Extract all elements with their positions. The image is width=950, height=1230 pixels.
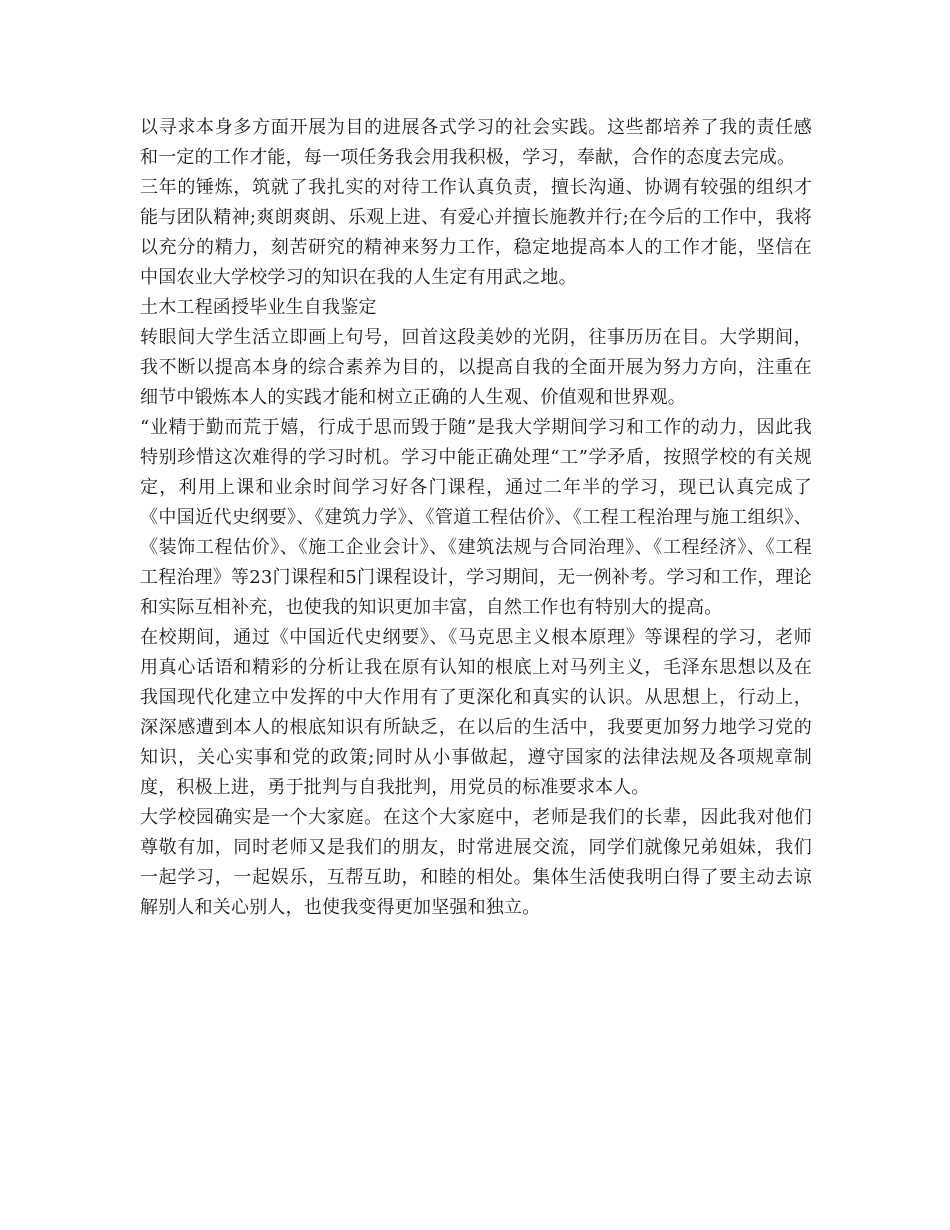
body-paragraph: 转眼间大学生活立即画上句号，回首这段美妙的光阴，往事历历在目。大学期间，我不断以提高本身的综合素养为目的，以提高自我的全面开展为努力方向，注重在细节中锻炼本人的实践才能和树立正确的人生观、价值观和世界观。 [140, 327, 812, 408]
body-paragraph: 以寻求本身多方面开展为目的进展各式学习的社会实践。这些都培养了我的责任感和一定的工作才能，每一项任务我会用我积极，学习，奉献，合作的态度去完成。 [140, 117, 812, 168]
document-page [140, 113, 812, 923]
body-paragraph: 三年的锤炼，筑就了我扎实的对待工作认真负责，擅长沟通、协调有较强的组织才能与团队精神;爽朗爽朗、乐观上进、有爱心并擅长施教并行;在今后的工作中，我将以充分的精力，刻苦研究的精神来努力工作，稳定地提高本人的工作才能，坚信在中国农业大学校学习的知识在我的人生定有用武之地。 [140, 177, 812, 288]
body-paragraph: 在校期间，通过《中国近代史纲要》、《马克思主义根本原理》等课程的学习，老师用真心话语和精彩的分析让我在原有认知的根底上对马列主义，毛泽东思想以及在我国现代化建立中发挥的中大作用有了更深化和真实的认识。从思想上，行动上，深深感遭到本人的根底知识有所缺乏，在以后的生活中，我要更加努力地学习党的知识，关心实事和党的政策;同时从小事做起，遵守国家的法律法规及各项规章制度，积极上进，勇于批判与自我批判，用党员的标准要求本人。 [140, 627, 812, 798]
section-title: 土木工程函授毕业生自我鉴定 [140, 297, 377, 318]
body-paragraph: 大学校园确实是一个大家庭。在这个大家庭中，老师是我们的长辈，因此我对他们尊敬有加，同时老师又是我们的朋友，时常进展交流，同学们就像兄弟姐妹，我们一起学习，一起娱乐，互帮互助，和睦的相处。集体生活使我明白得了要主动去谅解别人和关心别人，也使我变得更加坚强和独立。 [140, 807, 812, 918]
body-paragraph: “业精于勤而荒于嬉，行成于思而毁于随”是我大学期间学习和工作的动力，因此我特别珍惜这次难得的学习时机。学习中能正确处理“工”学矛盾，按照学校的有关规定，利用上课和业余时间学习好各门课程，通过二年半的学习，现已认真完成了《中国近代史纲要》、《建筑力学》、《管道工程估价》、《工程工程治理与施工组织》、《装饰工程估价》、《施工企业会计》、《建筑法规与合同治理》、《工程经济》、《工程工程治理》等23门课程和5门课程设计，学习期间，无一例补考。学习和工作，理论和实际互相补充，也使我的知识更加丰富，自然工作也有特别大的提高。 [140, 417, 812, 618]
